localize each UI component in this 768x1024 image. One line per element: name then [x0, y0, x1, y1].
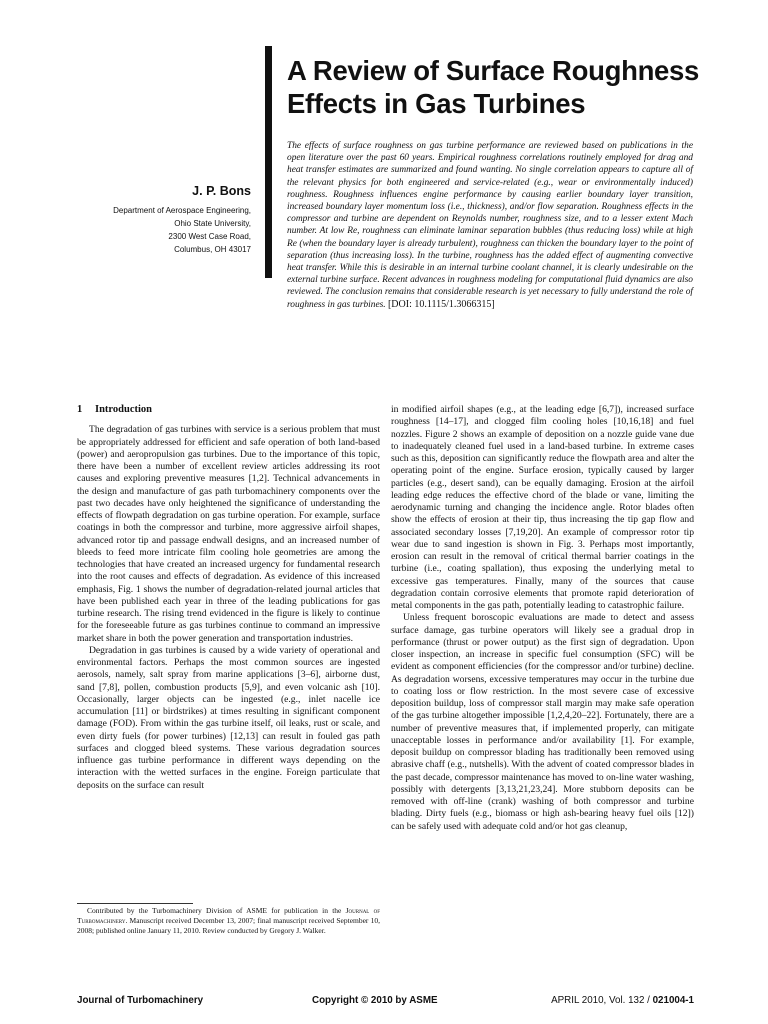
- author-name: J. P. Bons: [192, 184, 251, 198]
- section-title: Introduction: [95, 404, 152, 415]
- paragraph: Unless frequent boroscopic evaluations are made to detect and assess surface damage, gas turbine operators will likely see a gradual drop in performance (thrust or power output) as the first sign of degradation. Upon closer inspection, an increase in specific fuel consumption (SFC) will be evident as component efficiencies (for the compressor and/or turbine) decline. As degradation worsens, excessive temperatures may occur in the turbine due to coating loss or flow restriction. In the most severe case of excessive deposition buildup, loss of compressor stall margin may make safe operation of the gas turbine altogether impossible [1,2,4,20–22]. Fortunately, there are a number of preventive measures that, if implemented properly, can mitigate unacceptable losses in performance and/or availability [1]. For example, deposit buildup on compressor blading has traditionally been removed using abrasive chaff (e.g., nutshells). With the advent of coated compressor blades in the past decade, compressor maintenance has moved to on-line water washing, possibly with detergents [3,13,21,23,24]. More stubborn deposits can be removed with off-line (crank) washing of both compressor and turbine blading. Dirty fuels (e.g., biomass or high ash-bearing heavy fuel oils [12]) can be safely used with adequate cold and/or hot gas cleanup,: [391, 612, 694, 832]
- footnote: [77, 906, 380, 935]
- footer-journal-name: Journal of Turbomachinery: [77, 995, 204, 1006]
- paragraph: Degradation in gas turbines is caused by a wide variety of operational and environmental factors. Perhaps the most common sources are ingested aerosols, namely, salt spray from marine applications [3–6], airborne dust, sand [7,8], pollen, combustion products [5,9], and even volcanic ash [10]. Occasionally, larger objects can be ingested (e.g., inlet nacelle ice accumulation [11] or birdstrikes) at times resulting in significant component damage (FOD). From within the gas turbine itself, oil leaks, rust or scale, and even dirty fuels (for power turbines) [12,13] can result in fouled gas path surfaces and clogged bleed systems. These various degradation sources influence gas turbine performance in different ways depending on the interaction with the wetted surfaces in the engine. Foreign particulate that deposits on the surface can result: [77, 644, 380, 791]
- footnote-text-start: Contributed by the Turbomachinery Division of ASME for publication in the: [87, 906, 342, 915]
- footnote-journal-name: Journal of Turbomachinery: [77, 906, 380, 925]
- author-block: [113, 184, 251, 256]
- footnote-divider: [77, 903, 193, 904]
- abstract: [287, 140, 693, 311]
- paragraph: in modified airfoil shapes (e.g., at the leading edge [6,7]), increased surface roughness [14–17], and clogged film cooling holes [10,16,18] and fuel nozzles. Figure 2 shows an example of deposition on a nozzle guide vane due to inadequately cleaned fuel used in a land-based turbine. In extreme cases such as this, deposition can significantly reduce the flowpath area and alter the operating point of the engine. Surface erosion, typically caused by larger particles (e.g., desert sand), can be equally damaging. Erosion at the airfoil leading edge reduces the effective chord of the blade or vane, limiting the aerodynamic turning and changing the incidence angle. Rotor blades often show the effects of erosion at their tip, thus increasing the tip gap flow and associated secondary losses [7,19,20]. An example of compressor rotor tip wear due to sand ingestion is shown in Fig. 3. Perhaps most importantly, erosion can result in the removal of critical thermal barrier coatings in the turbine (i.e., coating spallation), thus exposing the underlying metal to excessive gas temperatures. Finally, many of the sources that cause degradation contain corrosive elements that promote rapid deterioration of metal components in the gas path, potentially leading to catastrophic failure.: [391, 404, 694, 611]
- paragraph: The degradation of gas turbines with service is a serious problem that must be appropriately addressed for efficient and safe operation of both land-based (power) and aeropropulsion gas turbines. Due to the importance of this topic, there have been a number of excellent review articles addressing its root causes and exploring preventive measures [1,2]. Technical advancements in the design and manufacture of gas path turbomachinery components over the past two decades have only heightened the significance of understanding the effects of flowpath degradation on gas turbine operation. For example, surface coatings in both the compressor and turbine, more aggressive airfoil shapes, advanced rotor tip and passage endwall designs, and an increased number of bleeds to feed more intricate film cooling hole geometries are among the technologies that have created an increased urgency for fundamental research into the root causes and effects of degradation. As evidence of this increased emphasis, Fig. 1 shows the number of degradation-related journal articles that have been published each year in three of the leading publications for gas turbine research. The rising trend evidenced in the figure is likely to continue for the foreseeable future as gas turbines continue to command an impressive market share in both the power generation and transportation industries.: [77, 424, 380, 644]
- abstract-text: The effects of surface roughness on gas turbine performance are reviewed based on publications in the open literature over the past 60 years. Empirical roughness correlations routinely employed for drag and heat transfer estimates are summarized and found wanting. No single correlation appears to capture all of the relevant physics for both engineered and service-related (e.g., wear or environmentally induced) roughness. Roughness influences engine performance by causing earlier boundary layer transition, increased boundary layer momentum loss (i.e., thickness), and/or flow separation. Roughness effects in the compressor and turbine are dependent on Reynolds number, roughness size, and to a lesser extent Mach number. At low Re, roughness can eliminate laminar separation bubbles (thus reducing loss) while at high Re (when the boundary layer is already turbulent), roughness can thicken the boundary layer to the point of separation (thus increasing loss). In the turbine, roughness has the added effect of augmenting convective heat transfer. While this is desirable in an internal turbine coolant channel, it is clearly undesirable on the external turbine surface. Recent advances in roughness modeling for computational fluid dynamics are also reviewed. The conclusion remains that considerable research is yet necessary to fully understand the role of roughness in gas turbines.: [287, 141, 693, 310]
- footer-copyright: Copyright © 2010 by ASME: [312, 995, 438, 1006]
- author-university: Ohio State University,: [174, 219, 251, 228]
- paper-title: A Review of Surface Roughness Effects in Gas Turbines: [287, 55, 700, 119]
- author-department: Department of Aerospace Engineering,: [113, 206, 251, 215]
- footer-issue-info: APRIL 2010, Vol. 132 /: [551, 995, 653, 1006]
- footer-issue: [551, 995, 694, 1006]
- footnote-text-end: . Manuscript received December 13, 2007; final manuscript received September 10, 2008; published online January 11, 2010. Review conducted by Gregory J. Walker.: [77, 915, 380, 935]
- title-vertical-rule: [265, 46, 272, 278]
- section-heading: [77, 404, 380, 416]
- footer-page-number: 021004-1: [652, 995, 694, 1006]
- left-column: [77, 404, 380, 792]
- author-city: Columbus, OH 43017: [174, 245, 251, 254]
- right-column: [391, 404, 694, 833]
- author-street: 2300 West Case Road,: [168, 232, 251, 241]
- doi-reference: [DOI: 10.1115/1.3066315]: [387, 298, 495, 310]
- section-number: 1: [77, 404, 83, 415]
